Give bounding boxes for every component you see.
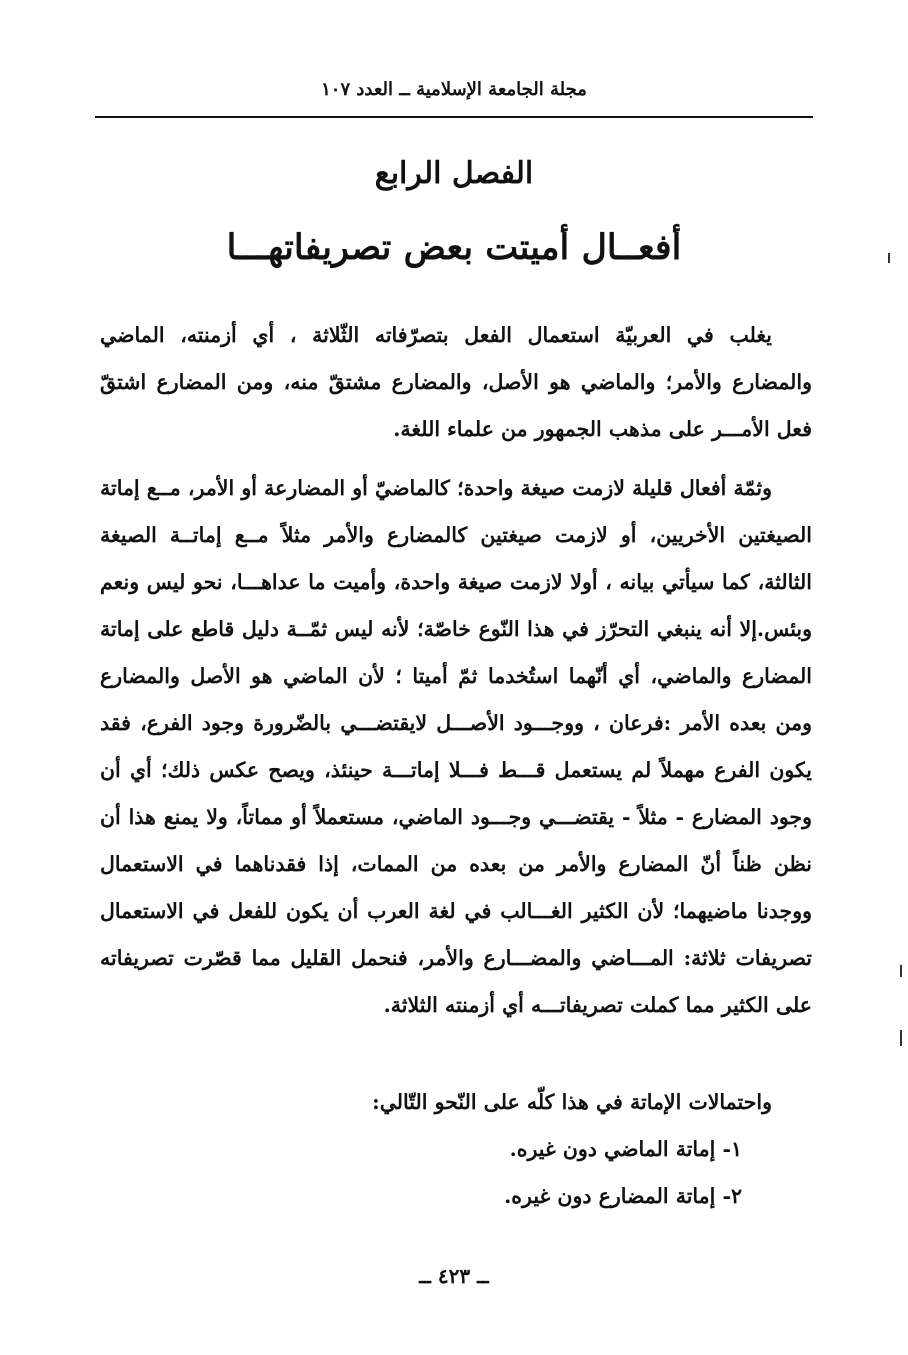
paragraph: يغلب في العربيّة استعمال الفعل بتصرّفاته الثّلاثة ، أي أزمنته، الماضي والمضارع والأمر؛ والماضي هو الأصل، والمضارع مشتقّ منه، ومن المضارع اشتقّ فعل الأمـــر على مذهب الجمهور من علماء اللغة. (100, 323, 812, 441)
running-header: مجلة الجامعة الإسلامية ــ العدد ١٠٧ (321, 79, 587, 100)
margin-mark (900, 965, 902, 977)
list-item: ٢- إماتة المضارع دون غيره. (504, 1184, 742, 1208)
list-block (100, 1079, 812, 1220)
body-text (100, 312, 812, 1041)
list-item: ١- إماتة الماضي دون غيره. (509, 1137, 742, 1161)
list-intro: واحتمالات الإماتة في هذا كلّه على النّحو التّالي: (372, 1090, 772, 1114)
chapter-subtitle: أفعــال أميتت بعض تصريفاتهـــا (226, 227, 682, 268)
header-rule (95, 116, 813, 118)
paragraph: وثمّة أفعال قليلة لازمت صيغة واحدة؛ كالماضيّ أو المضارعة أو الأمر، مــع إماتة الصيغتين الأخريين، أو لازمت صيغتين كالمضارع والأمر مثلاً مــع إماتــة الصيغة الثالثة، كما سيأتي بيانه ، أولا لازمت صيغة واحدة، وأميت ما عداهـــا، نحو ليس ونعم وبئس.إلا أنه ينبغي التحرّز في هذا النّوع خاصّة؛ لأنه ليس ثمّــة دليل قاطع على إماتة المضارع والماضي، أي أنّهما استُخدما ثمّ أميتا ؛ لأن الماضي هو الأصل والمضارع ومن بعده الأمر :فرعان ، ووجـــود الأصـــل لايقتضـــي بالضّرورة وجود الفرع، فقد يكون الفرع مهملاً لم يستعمل قـــط فـــلا إماتـــة حينئذ، ويصح عكس ذلك؛ أي أن وجود المضارع - مثلاً - يقتضـــي وجـــود الماضي، مستعملاً أو مماتاً، ولا يمنع هذا أن نظن ظناً أنّ المضارع والأمر من بعده من الممات، إذا فقدناهما في الاستعمال ووجدنا ماضيهما؛ لأن الكثير الغـــالب في لغة العرب أن يكون للفعل في الاستعمال تصريفات ثلاثة: المـــاضي والمضـــارع والأمر، فنحمل القليل مما قصّرت تصريفاته على الكثير مما كملت تصريفاتـــه أي أزمنته الثلاثة. (100, 476, 812, 1017)
page-number: ــ ٤٢٣ ــ (419, 1264, 489, 1288)
margin-mark (900, 1030, 902, 1046)
chapter-title: الفصل الرابع (374, 156, 534, 191)
margin-mark (888, 253, 890, 263)
